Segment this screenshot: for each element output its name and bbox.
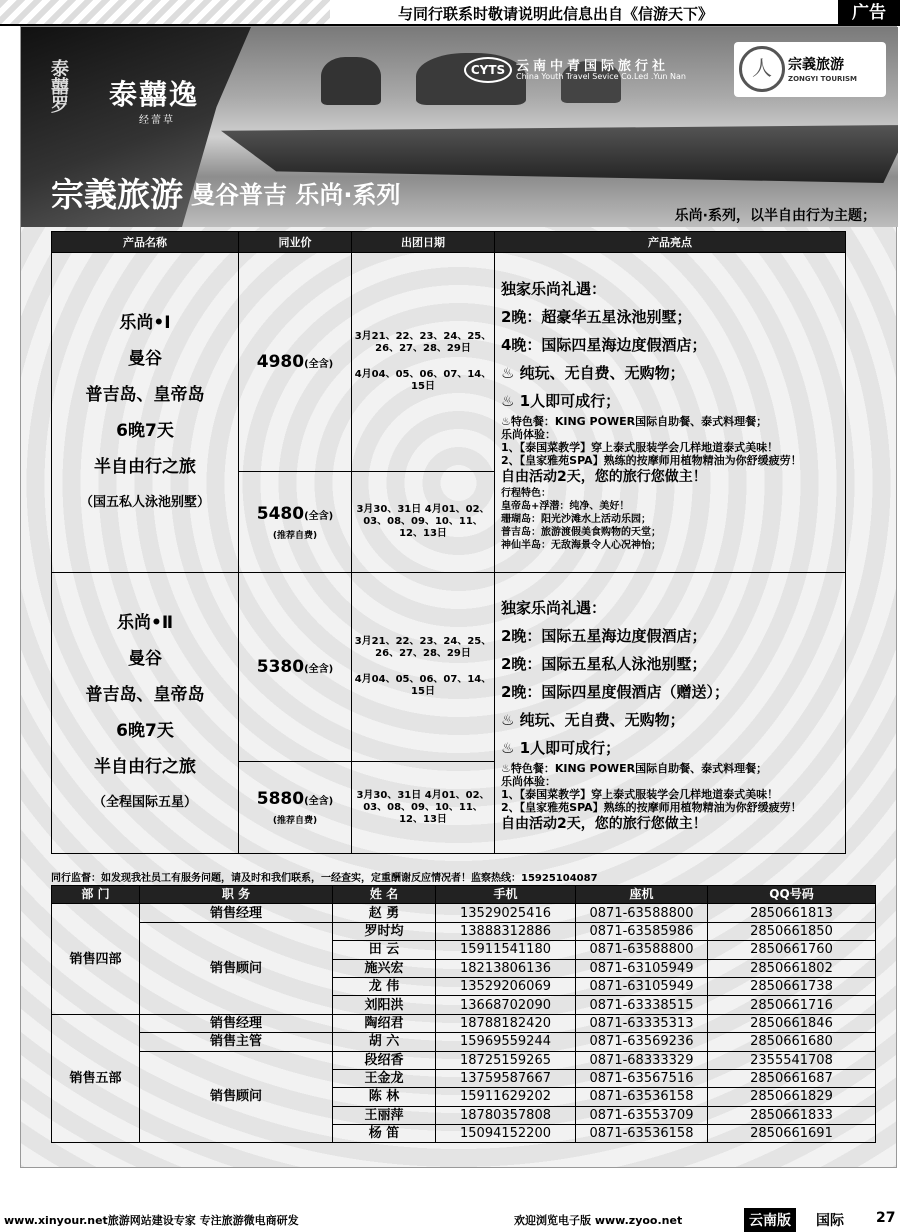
price-cell [239, 573, 352, 762]
mobile-cell: 15911629202 [436, 1088, 576, 1106]
qq-cell: 2850661680 [708, 1033, 876, 1051]
product-row [52, 253, 846, 472]
zongyi-name-en: ZONGYI TOURISM [788, 75, 857, 83]
itinerary-line: 行程特色： [501, 488, 551, 499]
dates-march: 3月21、22、23、24、25、26、27、28、29日 [354, 636, 492, 659]
table-row [52, 1033, 876, 1051]
product-note: （国五私人泳池别墅） [79, 494, 210, 510]
product-line: 半自由行之旅 [94, 456, 196, 477]
cyts-logo [464, 55, 734, 95]
landline-cell: 0871-63585986 [576, 922, 708, 940]
qq-cell: 2850661846 [708, 1014, 876, 1032]
footprint-icon: 人 [739, 46, 785, 92]
name-cell: 杨 笛 [333, 1125, 436, 1143]
highlights-cell [495, 573, 846, 854]
price-value: 5380 [256, 657, 305, 677]
table-header [52, 232, 846, 253]
dates-cell [352, 573, 495, 762]
product-table [51, 231, 846, 854]
top-bar [0, 0, 900, 26]
highlight-line: 2晚：超豪华五星泳池别墅； [501, 308, 692, 326]
landline-cell: 0871-63105949 [576, 959, 708, 977]
highlight-detail: 乐尚体验： [501, 775, 556, 788]
logo-main: 泰囍逸 [109, 78, 200, 111]
highlights-cell [495, 253, 846, 573]
name-cell: 赵 勇 [333, 904, 436, 922]
brand-logo-left [39, 55, 219, 125]
price-remark: (推荐自费) [272, 530, 318, 541]
role-cell: 销售顾问 [140, 1051, 333, 1143]
mobile-cell: 13529206069 [436, 977, 576, 995]
table-header [52, 886, 876, 904]
product-line: 曼谷 [128, 649, 162, 669]
highlight-line: 4晚：国际四星海边度假酒店； [501, 336, 707, 354]
landline-cell: 0871-63536158 [576, 1088, 708, 1106]
table-row [52, 904, 876, 922]
mobile-cell: 18788182420 [436, 1014, 576, 1032]
mobile-cell: 15969559244 [436, 1033, 576, 1051]
qq-cell: 2355541708 [708, 1051, 876, 1069]
title-brand: 宗義旅游 [51, 175, 183, 214]
mobile-cell: 18213806136 [436, 959, 576, 977]
decorative-pattern [0, 0, 330, 24]
dept-cell: 销售五部 [52, 1014, 140, 1143]
name-cell: 刘阳洪 [333, 996, 436, 1014]
island-image [321, 57, 381, 105]
role-cell: 销售经理 [140, 904, 333, 922]
logo-tag: 经蕾草 [139, 115, 175, 126]
landline-cell: 0871-63105949 [576, 977, 708, 995]
name-cell: 田 云 [333, 941, 436, 959]
highlight-line: 2晚：国际五星海边度假酒店； [501, 627, 707, 645]
product-line: 6晚7天 [116, 721, 174, 741]
price-cell [239, 472, 352, 573]
price-qualifier: (全含) [304, 664, 334, 675]
landline-cell: 0871-63335313 [576, 1014, 708, 1032]
footer-site-text: 欢迎浏览电子版 www.zyoo.net [514, 1214, 683, 1227]
itinerary-line: 珊瑚岛：阳光沙滩水上活动乐园； [501, 514, 651, 525]
mobile-cell: 13529025416 [436, 904, 576, 922]
role-cell: 销售经理 [140, 1014, 333, 1032]
mobile-cell: 18780357808 [436, 1106, 576, 1124]
header-cell: 手机 [436, 886, 576, 904]
section-label: 国际 [816, 1213, 844, 1229]
qq-cell: 2850661691 [708, 1125, 876, 1143]
highlight-line: ♨ 1人即可成行； [501, 392, 621, 410]
zongyi-logo [734, 42, 886, 97]
itinerary-line: 神仙半岛：无敌海景令人心况神怡； [501, 540, 661, 551]
edition-badge: 云南版 [744, 1208, 796, 1232]
logo-script: 泰囍罗 [48, 59, 69, 113]
qq-cell: 2850661813 [708, 904, 876, 922]
highlight-detail: ♨特色餐：KING POWER国际自助餐、泰式料理餐； [501, 762, 768, 775]
header-cell: 职 务 [140, 886, 333, 904]
highlight-detail: 1、【泰国菜教学】穿上泰式服装学会几样地道泰式美味！ [501, 441, 779, 454]
mobile-cell: 13668702090 [436, 996, 576, 1014]
price-cell [239, 762, 352, 854]
page-number: 27 [876, 1210, 896, 1226]
product-line: 普吉岛、皇帝岛 [85, 685, 205, 705]
header-cell: QQ号码 [708, 886, 876, 904]
price-qualifier: (全含) [304, 510, 334, 522]
price-cell [239, 253, 352, 472]
header-cell: 出团日期 [352, 232, 495, 253]
highlight-free-days: 自由活动2天，您的旅行您做主！ [501, 816, 707, 832]
role-cell: 销售主管 [140, 1033, 333, 1051]
name-cell: 龙 伟 [333, 977, 436, 995]
product-name [52, 573, 239, 854]
mobile-cell: 15094152200 [436, 1125, 576, 1143]
qq-cell: 2850661802 [708, 959, 876, 977]
price-qualifier: (全含) [304, 796, 334, 807]
landline-cell: 0871-68333329 [576, 1051, 708, 1069]
landline-cell: 0871-63588800 [576, 941, 708, 959]
dates-march: 3月21、22、23、24、25、26、27、28、29日 [354, 331, 492, 354]
product-line: 半自由行之旅 [94, 757, 196, 777]
name-cell: 王金龙 [333, 1069, 436, 1087]
name-cell: 段绍香 [333, 1051, 436, 1069]
qq-cell: 2850661760 [708, 941, 876, 959]
table-row [52, 922, 876, 940]
product-row [52, 573, 846, 762]
price-value: 5480 [256, 503, 305, 524]
table-row [52, 1014, 876, 1032]
dept-cell: 销售四部 [52, 904, 140, 1014]
ad-frame [20, 26, 897, 1168]
highlight-line: 独家乐尚礼遇： [501, 280, 607, 298]
highlight-line: ♨ 1人即可成行； [501, 739, 621, 757]
price-value: 4980 [256, 352, 305, 372]
series-theme: 乐尚·系列，以半自由行为主题； [674, 208, 876, 224]
zongyi-name: 宗義旅游 [788, 57, 844, 73]
qq-cell: 2850661738 [708, 977, 876, 995]
page-footer [0, 1206, 900, 1230]
footer-left-text: www.xinyour.net旅游网站建设专家 专注旅游微电商研发 [4, 1214, 299, 1227]
price-value: 5880 [256, 789, 305, 809]
price-remark: (推荐自费) [272, 816, 318, 826]
name-cell: 陈 林 [333, 1088, 436, 1106]
name-cell: 胡 六 [333, 1033, 436, 1051]
highlight-detail: 2、【皇家雅苑SPA】熟练的按摩师用植物精油为你舒缓疲劳！ [501, 454, 802, 467]
highlight-detail: 乐尚体验： [501, 428, 556, 441]
role-cell: 销售顾问 [140, 922, 333, 1014]
product-line: 普吉岛、皇帝岛 [85, 384, 205, 405]
highlight-detail: ♨特色餐：KING POWER国际自助餐、泰式料理餐； [501, 415, 768, 428]
hero-banner [21, 27, 898, 227]
product-note: （全程国际五星） [92, 795, 197, 810]
qq-cell: 2850661716 [708, 996, 876, 1014]
header-cell: 部 门 [52, 886, 140, 904]
product-line: 6晚7天 [116, 420, 174, 441]
dates-cell [352, 253, 495, 472]
name-cell: 王丽萍 [333, 1106, 436, 1124]
cyts-emblem-icon: CYTS [464, 57, 512, 83]
header-cell: 产品亮点 [495, 232, 846, 253]
landline-cell: 0871-63553709 [576, 1106, 708, 1124]
mobile-cell: 13888312886 [436, 922, 576, 940]
dates-april: 4月04、05、06、07、14、15日 [354, 369, 492, 392]
qq-cell: 2850661687 [708, 1069, 876, 1087]
name-cell: 陶绍君 [333, 1014, 436, 1032]
highlight-line: 2晚：国际五星私人泳池别墅； [501, 655, 707, 673]
highlight-detail: 1、【泰国菜教学】穿上泰式服装学会几样地道泰式美味！ [501, 788, 779, 801]
highlight-detail: 2、【皇家雅苑SPA】熟练的按摩师用植物精油为你舒缓疲劳！ [501, 801, 802, 814]
landline-cell: 0871-63338515 [576, 996, 708, 1014]
qq-cell: 2850661850 [708, 922, 876, 940]
qq-cell: 2850661829 [708, 1088, 876, 1106]
itinerary-line: 普吉岛：旅游渡假美食购物的天堂； [501, 527, 661, 538]
product-name [52, 253, 239, 573]
product-line: 曼谷 [128, 348, 162, 369]
cyts-name-en: China Youth Travel Sevice Co.Led .Yun Nan [516, 72, 686, 81]
mobile-cell: 15911541180 [436, 941, 576, 959]
itinerary-line: 皇帝岛+浮潜：纯净、美好！ [501, 501, 630, 512]
dates-april: 4月04、05、06、07、14、15日 [354, 674, 492, 697]
highlight-line: ♨ 纯玩、无自费、无购物； [501, 364, 685, 382]
highlight-line: 独家乐尚礼遇： [501, 599, 607, 617]
supervision-notice: 同行监督：如发现我社员工有服务问题，请及时和我们联系，一经查实，定重酬谢反应情况者！监察热线：15925104087 [51, 873, 598, 884]
staff-table [51, 885, 876, 1143]
highlight-free-days: 自由活动2天，您的旅行您做主！ [501, 469, 707, 485]
ad-label: 广告 [838, 0, 900, 26]
dates-cell: 3月30、31日 4月01、02、03、08、09、10、11、12、13日 [352, 472, 495, 573]
mobile-cell: 13759587667 [436, 1069, 576, 1087]
name-cell: 施兴宏 [333, 959, 436, 977]
mobile-cell: 18725159265 [436, 1051, 576, 1069]
cyts-name: 云南中青国际旅行社 [516, 59, 670, 74]
price-qualifier: (全含) [304, 359, 334, 370]
header-cell: 姓 名 [333, 886, 436, 904]
landline-cell: 0871-63569236 [576, 1033, 708, 1051]
header-cell: 同业价 [239, 232, 352, 253]
qq-cell: 2850661833 [708, 1106, 876, 1124]
highlight-line: ♨ 纯玩、无自费、无购物； [501, 711, 685, 729]
page-title [51, 169, 400, 216]
product-line: 乐尚•Ⅰ [119, 312, 171, 333]
title-series: 曼谷普吉 乐尚·系列 [191, 181, 401, 209]
table-row [52, 1051, 876, 1069]
highlight-line: 2晚：国际四星度假酒店（赠送）； [501, 683, 729, 701]
name-cell: 罗时均 [333, 922, 436, 940]
landline-cell: 0871-63536158 [576, 1125, 708, 1143]
landline-cell: 0871-63588800 [576, 904, 708, 922]
source-notice: 与同行联系时敬请说明此信息出自《信游天下》 [398, 5, 714, 23]
product-line: 乐尚•Ⅱ [116, 613, 174, 633]
header-cell: 座机 [576, 886, 708, 904]
landline-cell: 0871-63567516 [576, 1069, 708, 1087]
header-cell: 产品名称 [52, 232, 239, 253]
dates-cell: 3月30、31日 4月01、02、03、08、09、10、11、12、13日 [352, 762, 495, 854]
